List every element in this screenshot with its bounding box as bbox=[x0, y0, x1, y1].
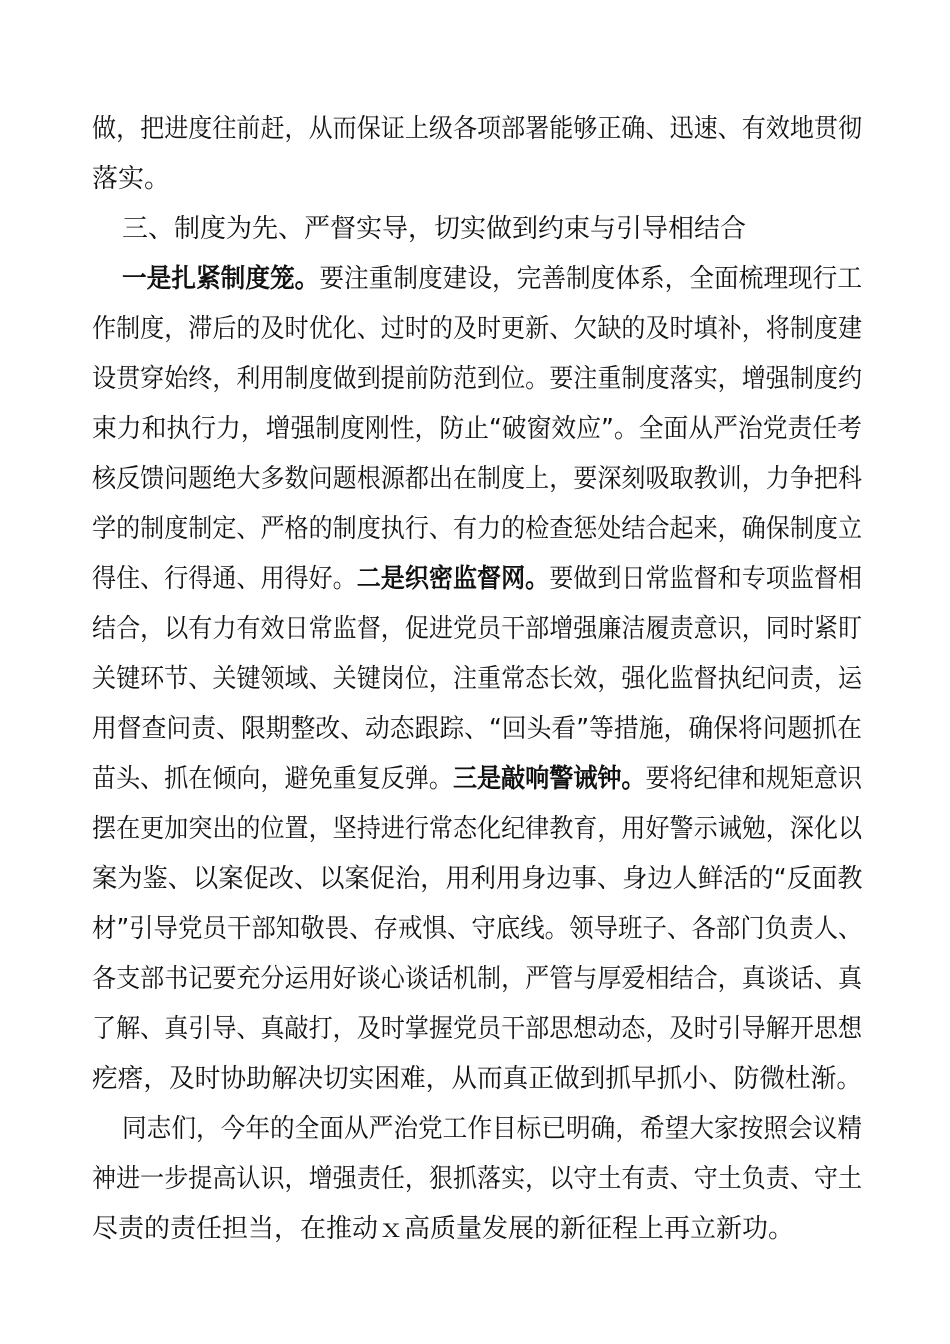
text-line: 材”引导党员干部知敬畏、存戒惧、守底线。领导班子、各部门负责人、 bbox=[92, 914, 863, 944]
text-line: 核反馈问题绝大多数问题根源都出在制度上，要深刻吸取教训，力争把科 bbox=[92, 464, 863, 494]
bold-lead: 三是敲响警诫钟。 bbox=[452, 764, 646, 794]
text-line: 做，把进度往前赶，从而保证上级各项部署能够正确、迅速、有效地贯彻 bbox=[92, 114, 863, 144]
text-line: 案为鉴、以案促改、以案促治，用利用身边事、身边人鲜活的“反面教 bbox=[92, 864, 863, 894]
text-span: 要注重制度建设，完善制度体系，全面梳理现行工 bbox=[319, 264, 863, 294]
text-line bbox=[92, 562, 862, 596]
text-line: 尽责的责任担当，在推动ｘ高质量发展的新征程上再立新功。 bbox=[92, 1214, 795, 1244]
text-span: 苗头、抓在倾向，避免重复反弹。 bbox=[92, 764, 453, 794]
text-line bbox=[122, 262, 862, 296]
text-span: 要做到日常监督和专项监督相 bbox=[549, 564, 863, 594]
text-line: 同志们，今年的全面从严治党工作目标已明确，希望大家按照会议精 bbox=[122, 1114, 863, 1144]
text-line: 结合，以有力有效日常监督，促进党员干部增强廉洁履责意识，同时紧盯 bbox=[92, 614, 863, 644]
text-line: 神进一步提高认识，增强责任，狠抓落实，以守土有责、守土负责、守土 bbox=[92, 1164, 863, 1194]
text-line: 用督查问责、限期整改、动态跟踪、“回头看”等措施，确保将问题抓在 bbox=[92, 714, 862, 744]
bold-lead: 一是扎紧制度笼。 bbox=[122, 264, 320, 294]
text-line bbox=[92, 762, 862, 796]
text-line: 各支部书记要充分运用好谈心谈话机制，严管与厚爱相结合，真谈话、真 bbox=[92, 964, 863, 994]
text-line: 学的制度制定、严格的制度执行、有力的检查惩处结合起来，确保制度立 bbox=[92, 514, 863, 544]
text-line: 关键环节、关键领域、关键岗位，注重常态长效，强化监督执纪问责，运 bbox=[92, 664, 863, 694]
text-line: 了解、真引导、真敲打，及时掌握党员干部思想动态，及时引导解开思想 bbox=[92, 1014, 863, 1044]
text-line: 落实。 bbox=[92, 164, 171, 194]
text-line: 设贯穿始终，利用制度做到提前防范到位。要注重制度落实，增强制度约 bbox=[92, 364, 863, 394]
text-line: 作制度，滞后的及时优化、过时的及时更新、欠缺的及时填补，将制度建 bbox=[92, 314, 863, 344]
section-heading: 三、制度为先、严督实导，切实做到约束与引导相结合 bbox=[122, 214, 747, 244]
text-line: 摆在更加突出的位置，坚持进行常态化纪律教育，用好警示诫勉，深化以 bbox=[92, 814, 863, 844]
text-span: 得住、行得通、用得好。 bbox=[92, 564, 357, 594]
bold-lead: 二是织密监督网。 bbox=[356, 564, 550, 594]
text-line: 疙瘩，及时协助解决切实困难，从而真正做到抓早抓小、防微杜渐。 bbox=[92, 1064, 863, 1094]
text-line: 束力和执行力，增强制度刚性，防止“破窗效应”。全面从严治党责任考 bbox=[92, 414, 862, 444]
text-span: 要将纪律和规矩意识 bbox=[645, 764, 863, 794]
